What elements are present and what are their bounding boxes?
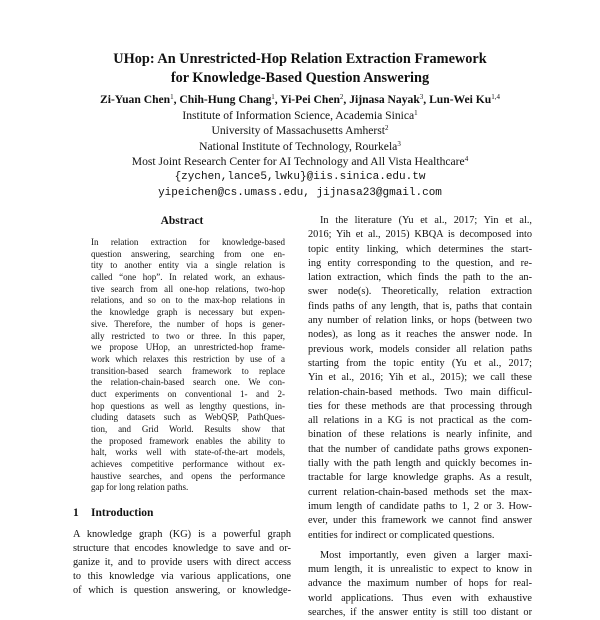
body-line: ties for these methods are that processing through (308, 400, 532, 412)
abstract-line: tion, and Grid World. Results show that (91, 424, 285, 434)
affiliation-mark: 1 (414, 108, 418, 117)
author-affiliation-mark: 1 (271, 93, 275, 101)
body-line: structure that encodes knowledge to save and or- (73, 543, 291, 555)
left-column (73, 214, 291, 598)
affiliation-text: Most Joint Research Center for AI Technology and All Vista Healthcare (131, 155, 465, 169)
affiliation-text: Institute of Information Science, Academia Sinica (182, 108, 415, 122)
abstract-line: gap for long relation paths. (91, 482, 189, 493)
author-affiliation-mark: 1,4 (491, 93, 500, 101)
abstract-line: the proposed framework enables the ability to (91, 435, 285, 446)
body-line: tially with the path length and quickly becomes in- (308, 458, 532, 470)
affiliation (40, 123, 560, 139)
author-name: Lun-Wei Ku (429, 93, 492, 106)
body-line: bination of these relations is nearly infinite, and (308, 429, 532, 441)
paper-title (40, 50, 560, 88)
author-block (40, 92, 560, 201)
body-line: Most importantly, even given a larger maxi- (320, 549, 532, 561)
body-line: to this knowledge via various applications, one (73, 571, 291, 583)
author-affiliation-mark: 1 (170, 93, 174, 101)
introduction-text (73, 528, 291, 598)
affiliation-mark: 3 (397, 139, 401, 148)
abstract-line: cluding datasets such as WebQSP, PathQues- (91, 412, 285, 423)
abstract-line: called “one hop”. In related work, an exhaus- (91, 272, 285, 283)
author-name: Chih-Hung Chang (179, 93, 272, 106)
email-line: {zychen,lance5,lwku}@iis.sinica.edu.tw (174, 170, 426, 183)
abstract-line: the knowledge graph is necessary but expen- (91, 307, 285, 318)
body-line: of which is question answering, or knowledge- (73, 585, 291, 597)
body-line: ever, under this framework we cannot find answer (308, 515, 532, 527)
body-line: swer node(s). Theoretically, relation extraction (308, 286, 532, 298)
body-line: previous work, models consider all relation paths (308, 343, 532, 355)
body-line: topic entity linking, which determines the start- (308, 243, 532, 255)
author-name: Zi-Yuan Chen (99, 93, 171, 106)
body-line: current relation-chain-based methods set the max- (308, 486, 532, 498)
affiliation-text: National Institute of Technology, Rourkela (199, 139, 398, 153)
author-affiliation-mark: 3 (419, 93, 424, 101)
author-affiliation-mark: 2 (339, 93, 344, 101)
body-line: entities for indirect or complicated questions. (308, 529, 495, 541)
right-column (308, 214, 532, 620)
body-line: all relations in a KG is not practical as the com- (308, 415, 532, 427)
body-line: advance the maximum number of hops for real- (308, 578, 532, 590)
abstract-heading: Abstract (160, 215, 204, 227)
body-line: relation-chain-based methods. Two main difficul- (308, 386, 532, 398)
body-line: ganize it, and to provide users with direct access (73, 557, 291, 569)
abstract-line: achieves competitive performance without ex- (91, 459, 285, 470)
body-line: that the number of candidate paths grows exponen- (308, 443, 532, 455)
body-line: ing entity corresponding to the question, and re- (308, 257, 532, 269)
abstract-line: haustive searches, and opens the performance (91, 470, 285, 481)
abstract-line: relations, and so on to the max-hop relations in (91, 295, 285, 306)
abstract-line: the relation-chain-based search one. We con- (91, 377, 285, 388)
affiliation (40, 154, 560, 170)
abstract-line: tity to another entity via a single relation is (91, 260, 285, 271)
abstract-line: halt, works well with state-of-the-art models, (91, 447, 285, 458)
body-line: nodes), as long as it reaches the answer node. In (308, 329, 532, 341)
abstract-line: In relation extraction for knowledge-based (91, 237, 285, 247)
paragraph (308, 214, 532, 543)
abstract-line: tive search from all one-hop relations, two-hop (91, 283, 285, 294)
abstract-line: work which relaxes this restriction by use of a (91, 353, 285, 364)
section-number: 1 (73, 507, 79, 520)
body-line: Yin et al., 2016; Yih et al., 2015); we call these (308, 372, 532, 384)
title-line: UHop: An Unrestricted-Hop Relation Extraction Framework (113, 51, 487, 67)
affiliation (40, 139, 560, 155)
body-line: imum length of candidate paths to 1, 2 or 3. How- (308, 500, 532, 512)
body-line: mum length, it is unrealistic to expect to know in (308, 564, 532, 576)
section-title: Introduction (91, 507, 154, 520)
email-line: yipeichen@cs.umass.edu, jijnasa23@gmail.com (158, 186, 442, 199)
abstract-line: hop questions as well as lengthy questions, in- (91, 400, 285, 411)
body-line: A knowledge graph (KG) is a powerful graph (73, 529, 291, 541)
abstract-line: sive. Therefore, the number of hops is gener- (91, 318, 285, 329)
body-line: lation extraction, which finds the path to the an- (308, 272, 532, 284)
body-line: any number of relation links, or hops (between two (308, 315, 532, 327)
abstract-line: duct experiments on conventional 1- and 2- (91, 388, 285, 399)
body-line: In the literature (Yu et al., 2017; Yin et al., (320, 215, 532, 226)
abstract-line: question answering, searching from one en- (91, 248, 285, 259)
body-line: world applications. Thus even with exhaustive (308, 592, 532, 604)
author-name: Jijnasa Nayak (349, 93, 420, 106)
body-line: 2016; Yih et al., 2015) KBQA is decomposed into (308, 229, 532, 241)
section-heading-introduction (73, 506, 291, 520)
body-line: searches, if the answer entity is still too distant or (308, 607, 532, 619)
affiliation-mark: 2 (385, 124, 389, 133)
affiliation-mark: 4 (464, 155, 469, 164)
abstract-line: ally restricted to two or three. In this paper, (91, 330, 285, 341)
abstract-line: transition-based search framework to replace (91, 365, 285, 376)
body-line: starting from the topic entity (Yu et al., 2017; (308, 357, 532, 369)
abstract-line: we propose UHop, an unrestricted-hop frame- (91, 342, 285, 353)
body-line: tractable for large knowledge graphs. As a result, (308, 472, 532, 484)
author-name: Yi-Pei Chen (280, 93, 340, 106)
affiliation (40, 108, 560, 124)
paragraph (308, 549, 532, 620)
abstract-text (73, 237, 291, 494)
title-line: for Knowledge-Based Question Answering (170, 70, 430, 86)
affiliation-text: University of Massachusetts Amherst (211, 124, 386, 138)
author-list: Zi-Yuan Chen$^1$, Chih-Hung Chang$^1$, Yi-Pei Chen$^2$, Jijnasa Nayak$^3$, Lun-Wei Ku$^{1,4}$ (99, 93, 500, 106)
body-line: finds paths of any length, that is, paths that contain (308, 300, 532, 312)
